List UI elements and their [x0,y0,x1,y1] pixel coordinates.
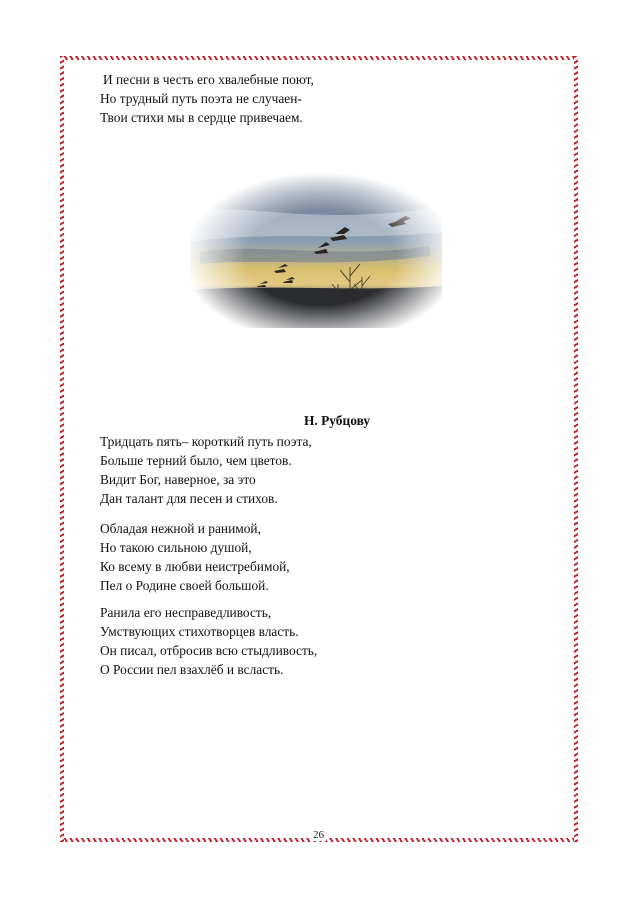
border-left [60,56,64,842]
poem-line: Пел о Родине своей большой. [100,578,269,593]
poem-line: Умствующих стихотворцев власть. [100,624,299,639]
poem-dedication: Н. Рубцову [304,413,371,428]
poem-line: Тридцать пять– короткий путь поэта, [100,434,312,449]
poem-line: О России пел взахлёб и всласть. [100,662,284,677]
poem-line: Твои стихи мы в сердце привечаем. [100,110,303,125]
poem-line: Дан талант для песен и стихов. [100,491,278,506]
poem-line: Но трудный путь поэта не случаен- [100,91,302,106]
poem-line: Больше терний было, чем цветов. [100,453,292,468]
poem-line: Ранила его несправедливость, [100,605,272,620]
poem-continuation-stanza [100,70,314,127]
border-right [574,56,578,842]
poem-line: Ко всему в любви неистребимой, [100,559,290,574]
border-top [60,56,578,60]
poem-line: И песни в честь его хвалебные поют, [103,72,314,87]
poem-line: Он писал, отбросив всю стыдливость, [100,643,318,658]
poem-line: Но такою сильною душой, [100,540,252,555]
flying-geese-sunset-image [190,172,442,328]
poem-stanza-2 [100,519,290,595]
poem-stanza-3 [100,603,317,679]
page-number: 26 [313,829,324,841]
poem-line: Видит Бог, наверное, за это [100,472,256,487]
poem-line: Обладая нежной и ранимой, [100,521,261,536]
poem-stanza-1 [100,432,312,508]
